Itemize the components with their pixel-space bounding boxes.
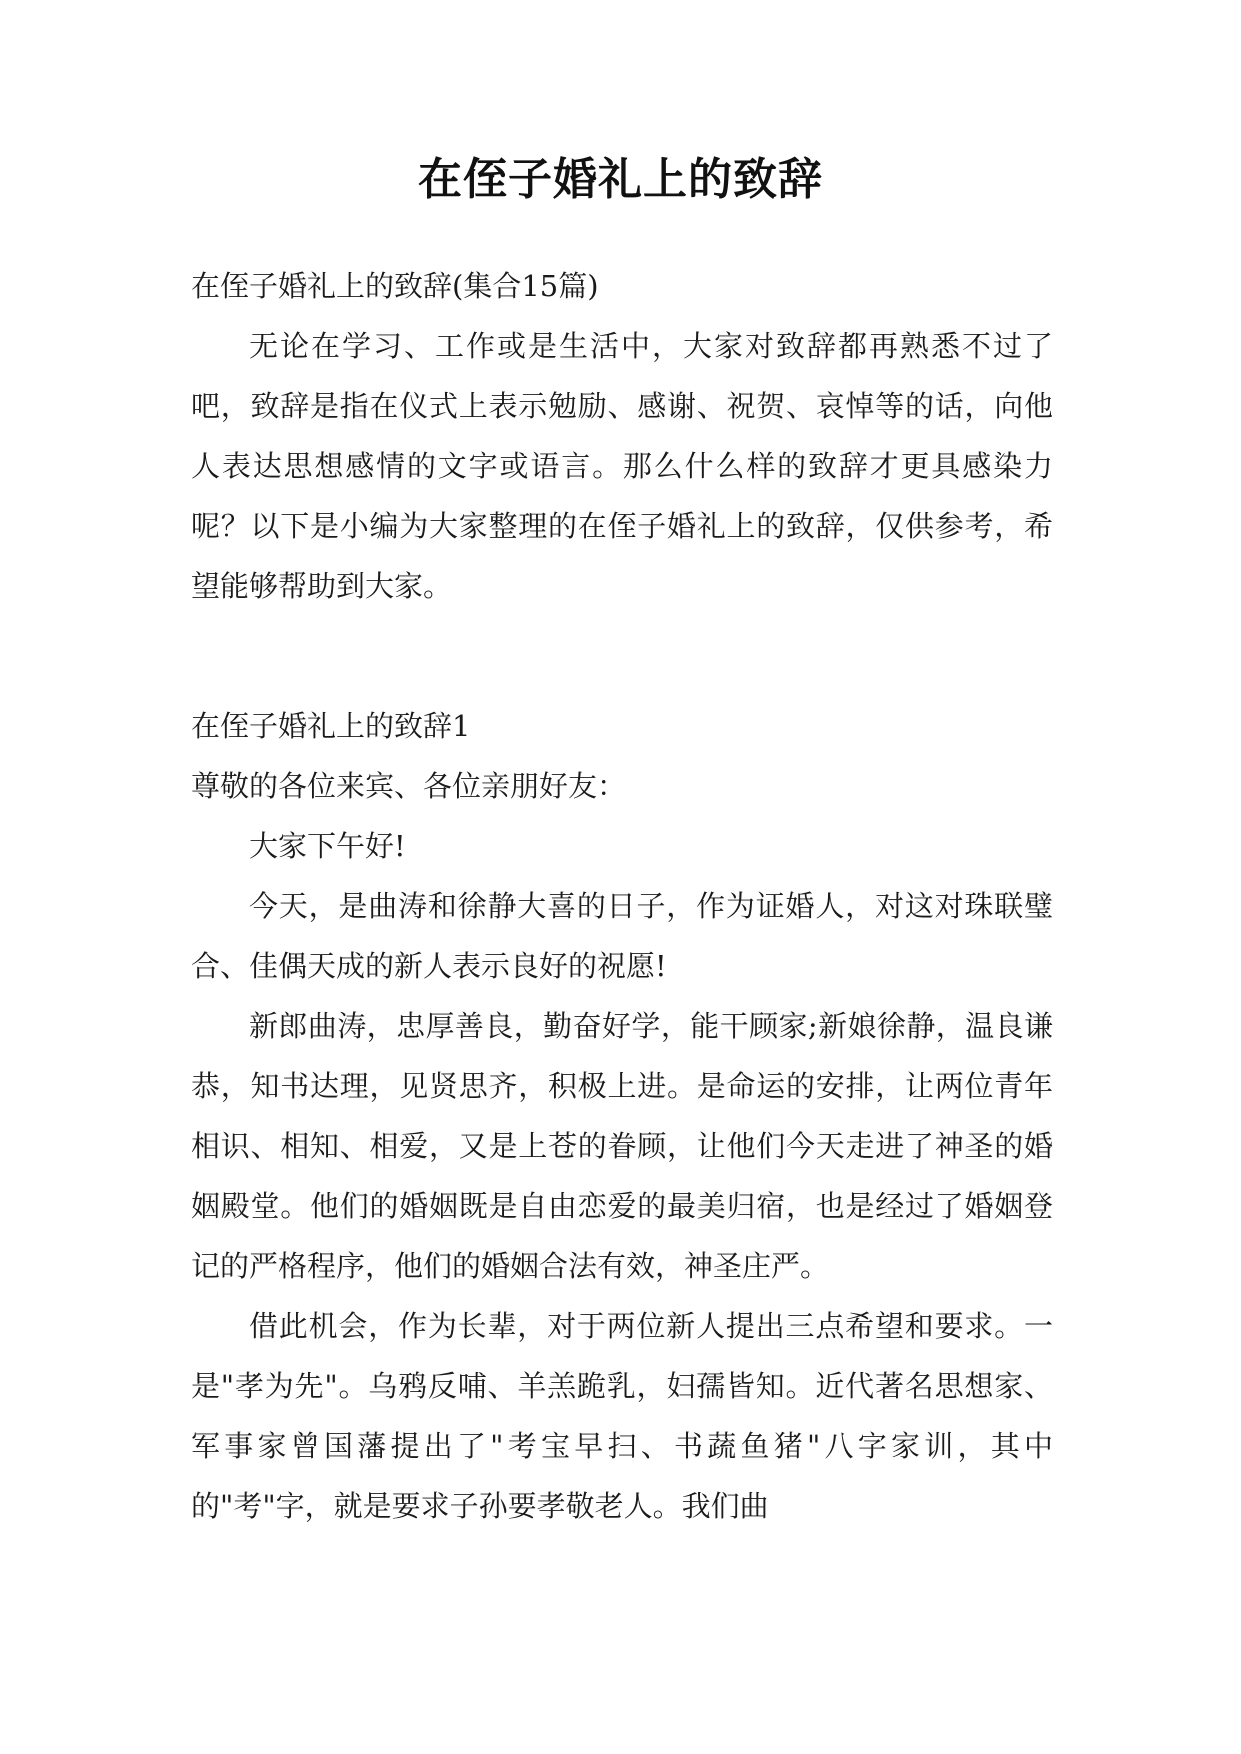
speech-paragraph: 新郎曲涛，忠厚善良，勤奋好学，能干顾家;新娘徐静，温良谦恭，知书达理，见贤思齐，积极上进。是命运的安排，让两位青年相识、相知、相爱，又是上苍的眷顾，让他们今天走进了神圣的婚姻殿堂。他们的婚姻既是自由恋爱的最美归宿，也是经过了婚姻登记的严格程序，他们的婚姻合法有效，神圣庄严。 xyxy=(191,1009,1053,1283)
document-subtitle: 在侄子婚礼上的致辞(集合15篇) xyxy=(191,269,599,303)
speech-paragraph: 借此机会，作为长辈，对于两位新人提出三点希望和要求。一是"孝为先"。乌鸦反哺、羊羔跪乳，妇孺皆知。近代著名思想家、军事家曾国藩提出了"考宝早扫、书蔬鱼猪"八字家训，其中的"考"字，就是要求子孙要孝敬老人。我们曲 xyxy=(191,1309,1053,1523)
speech-section-1 xyxy=(191,696,1053,1536)
speech-paragraph: 大家下午好! xyxy=(249,829,406,863)
salutation: 尊敬的各位来宾、各位亲朋好友： xyxy=(191,769,627,803)
speech-paragraph: 今天，是曲涛和徐静大喜的日子，作为证婚人，对这对珠联璧合、佳偶天成的新人表示良好的祝愿! xyxy=(191,889,1053,983)
section-heading: 在侄子婚礼上的致辞1 xyxy=(191,709,471,743)
intro-block xyxy=(191,256,1053,616)
document-title: 在侄子婚礼上的致辞 xyxy=(418,154,823,205)
intro-paragraph: 无论在学习、工作或是生活中，大家对致辞都再熟悉不过了吧，致辞是指在仪式上表示勉励、感谢、祝贺、哀悼等的话，向他人表达思想感情的文字或语言。那么什么样的致辞才更具感染力呢？以下是小编为大家整理的在侄子婚礼上的致辞，仅供参考，希望能够帮助到大家。 xyxy=(191,329,1053,603)
